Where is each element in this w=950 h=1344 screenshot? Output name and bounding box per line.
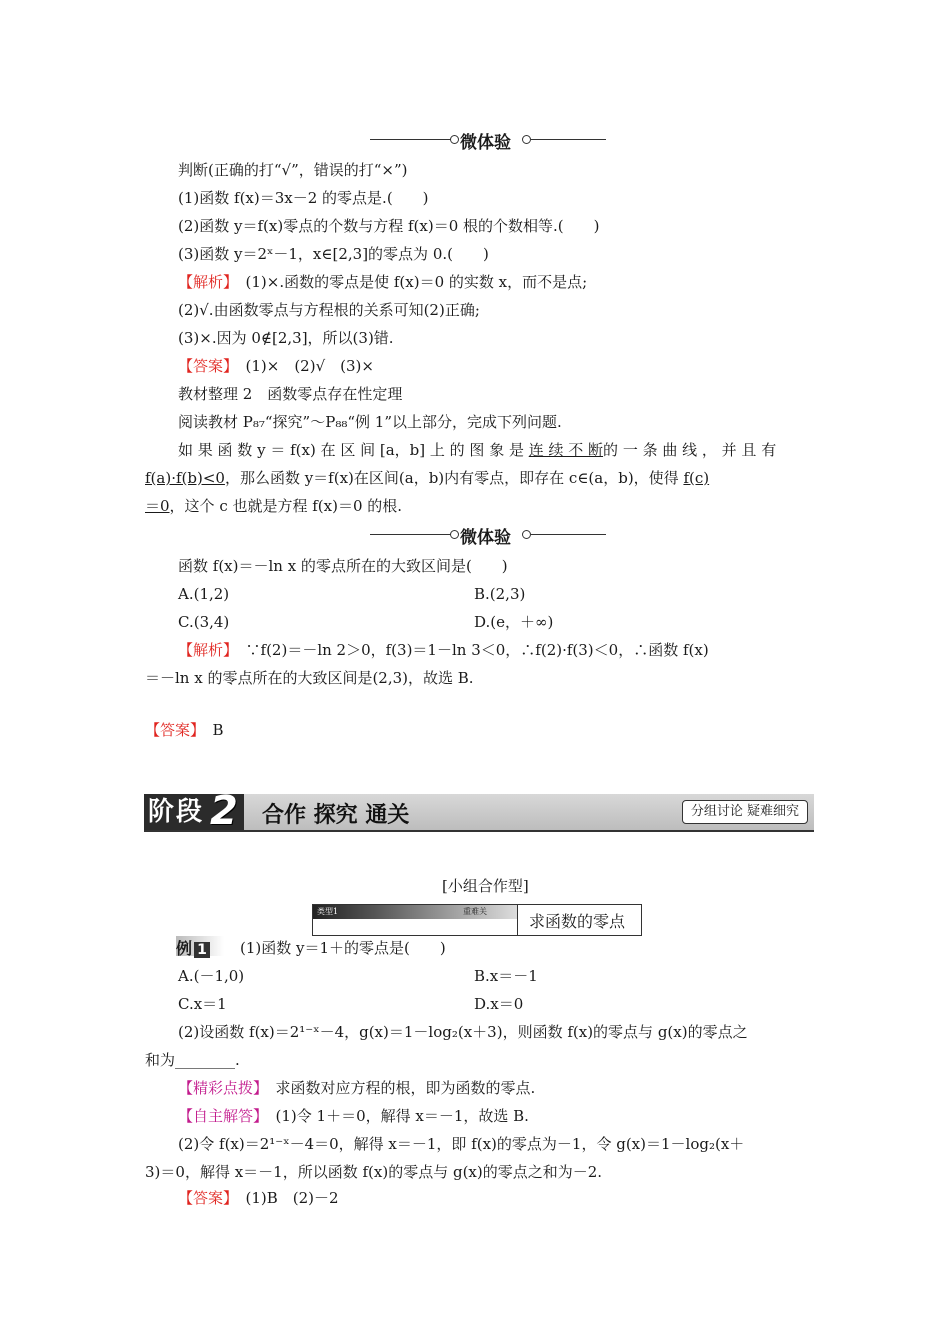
micro-experience-banner-2	[370, 523, 606, 547]
example-number: 1	[194, 942, 210, 958]
answer-line-3	[178, 1188, 339, 1208]
stage-tag: 分组讨论 疑难细究	[682, 800, 808, 824]
example-question-2b: 和为________.	[145, 1051, 240, 1069]
judge-item-1: (1)函数 f(x)＝3x－2 的零点是.( )	[178, 189, 429, 207]
answer-text-1: (1)× (2)√ (3)×	[230, 357, 374, 375]
banner-dot-left	[450, 135, 459, 144]
answer-tag: 【答案】	[178, 357, 231, 375]
banner-rule-left	[370, 139, 452, 140]
hint-line	[178, 1078, 535, 1098]
reading-instruction: 阅读教材 P₈₇“探究”～P₈₈“例 1”以上部分，完成下列问题.	[178, 413, 562, 431]
banner-rule-right	[531, 534, 606, 535]
banner-dot-right	[522, 530, 531, 539]
type-box-divider	[517, 905, 518, 935]
analysis-tag: 【解析】	[178, 273, 231, 291]
hint-text: 求函数对应方程的根，即为函数的零点.	[260, 1079, 536, 1097]
stage-label: 阶段	[144, 794, 244, 830]
type-label-2: 重难关	[463, 907, 487, 916]
question: 函数 f(x)＝－ln x 的零点所在的大致区间是( )	[178, 557, 508, 575]
answer-line-1	[178, 356, 374, 376]
example-option-c: C.x＝1	[178, 995, 227, 1013]
self-solution-line-3: 3)＝0，解得 x＝－1，所以函数 f(x)的零点与 g(x)的零点之和为－2.	[145, 1163, 603, 1181]
analysis-line-3: (3)×.因为 0∉[2,3]，所以(3)错.	[178, 329, 394, 347]
theorem-line-3	[145, 496, 402, 516]
example-label: 例	[176, 939, 193, 958]
judge-item-2: (2)函数 y＝f(x)零点的个数与方程 f(x)＝0 根的个数相等.( )	[178, 217, 600, 235]
type-name: 求函数的零点	[529, 912, 626, 931]
banner-title: 微体验	[460, 528, 511, 548]
self-solution-line-2: (2)令 f(x)＝2¹⁻ˣ－4＝0，解得 x＝－1，即 f(x)的零点为－1，令 g(x)＝1－log₂(x＋	[178, 1135, 745, 1153]
theorem-blank-fc: f(c)	[683, 469, 710, 487]
judge-item-3: (3)函数 y＝2ˣ－1，x∈[2,3]的零点为 0.( )	[178, 245, 489, 263]
theorem-text-3: ，这个 c 也就是方程 f(x)＝0 的根.	[169, 497, 403, 515]
option-b: B.(2,3)	[474, 585, 526, 603]
banner-dot-left	[450, 530, 459, 539]
solution-line-1	[178, 640, 709, 660]
answer-text-3: (1)B (2)－2	[230, 1189, 339, 1207]
judge-instruction: 判断(正确的打“√”，错误的打“×”)	[178, 161, 408, 179]
theorem-blank-zero: ＝0	[145, 497, 170, 515]
answer-tag: 【答案】	[178, 1189, 231, 1207]
self-solution-line-1	[178, 1106, 529, 1126]
self-solution-text-1: (1)令 1＋＝0，解得 x＝－1，故选 B.	[260, 1107, 529, 1125]
analysis-text-1: (1)×.函数的零点是使 f(x)＝0 的实数 x，而不是点;	[230, 273, 588, 291]
example-option-a: A.(－1,0)	[178, 967, 245, 985]
hint-tag: 【精彩点拨】	[178, 1079, 261, 1097]
theorem-text-1b: 的 一 条 曲 线 ， 并 且 有	[603, 441, 777, 459]
stage-banner	[144, 788, 814, 834]
theorem-text-2: ，那么函数 y＝f(x)在区间(a，b)内有零点，即存在 c∈(a，b)，使得	[224, 469, 684, 487]
option-c: C.(3,4)	[178, 613, 230, 631]
textbook-section-2: 教材整理 2 函数零点存在性定理	[178, 385, 403, 403]
example-option-d: D.x＝0	[474, 995, 524, 1013]
theorem-text-1a: 如 果 函 数 y ＝ f(x) 在 区 间 [a，b] 上 的 图 象 是	[178, 441, 529, 459]
banner-title: 微体验	[460, 133, 511, 153]
option-a: A.(1,2)	[178, 585, 230, 603]
self-solution-tag: 【自主解答】	[178, 1107, 261, 1125]
theorem-line-1	[178, 440, 776, 460]
answer-tag: 【答案】	[145, 721, 198, 739]
theorem-line-2	[145, 468, 709, 488]
banner-rule-right	[531, 139, 606, 140]
example-badge	[176, 936, 224, 956]
example-question-1: (1)函数 y＝1＋的零点是( )	[240, 939, 446, 957]
analysis-line-1	[178, 272, 587, 292]
type-box	[312, 904, 642, 936]
solution-line-2: ＝－ln x 的零点所在的大致区间是(2,3)，故选 B.	[145, 669, 474, 687]
theorem-blank-product: f(a)·f(b)<0	[145, 469, 225, 487]
banner-dot-right	[522, 135, 531, 144]
solution-text-1: ∵f(2)＝－ln 2＞0，f(3)＝1－ln 3＜0，∴f(2)·f(3)＜0，∴函数 f(x)	[230, 641, 709, 659]
type-label: 类型1	[313, 905, 517, 919]
answer-line-2	[145, 720, 224, 740]
analysis-line-2: (2)√.由函数零点与方程根的关系可知(2)正确;	[178, 301, 480, 319]
stage-number: 2	[210, 788, 238, 834]
group-title: [小组合作型]	[442, 877, 529, 895]
example-option-b: B.x＝－1	[474, 967, 538, 985]
theorem-blank-continuous: 连 续 不 断	[528, 441, 604, 459]
micro-experience-banner	[370, 128, 606, 152]
analysis-tag: 【解析】	[178, 641, 231, 659]
answer-text-2: B	[197, 721, 224, 739]
option-d: D.(e，＋∞)	[474, 613, 554, 631]
example-question-2a: (2)设函数 f(x)＝2¹⁻ˣ－4，g(x)＝1－log₂(x＋3)，则函数 f(x)的零点与 g(x)的零点之	[178, 1023, 748, 1041]
banner-rule-left	[370, 534, 452, 535]
stage-title: 合作 探究 通关	[262, 803, 410, 828]
